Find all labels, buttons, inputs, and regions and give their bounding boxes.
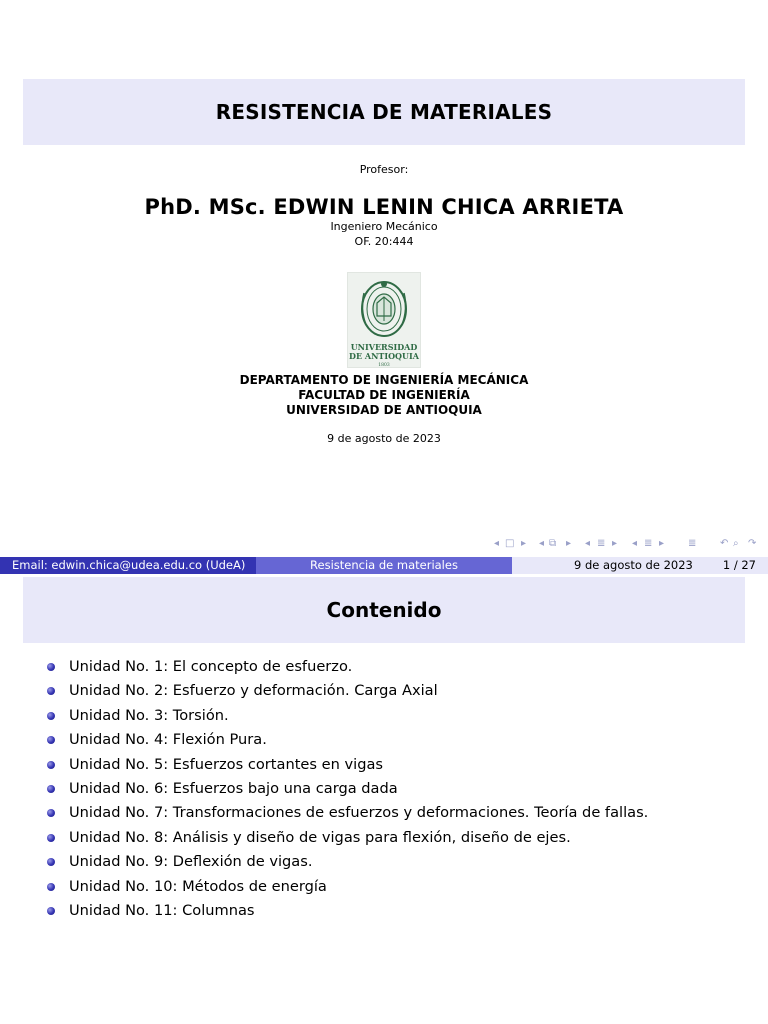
list-item	[45, 655, 745, 679]
bullet-icon	[47, 687, 55, 695]
university-seal-icon	[348, 273, 420, 367]
list-item-text: Unidad No. 10: Métodos de energía	[69, 877, 327, 895]
nav-prev-icon[interactable]: ◂	[585, 538, 591, 549]
nav-prev-icon[interactable]: ◂	[539, 538, 545, 549]
professor-role: Ingeniero Mecánico	[330, 220, 438, 233]
presentation-date: 9 de agosto de 2023	[327, 432, 441, 445]
list-item	[45, 777, 745, 801]
bullet-icon	[47, 712, 55, 720]
nav-next-icon[interactable]: ▸	[521, 538, 527, 549]
slide-title: Contenido	[23, 577, 745, 643]
list-item	[45, 801, 745, 825]
nav-section-icon[interactable]: ≣	[597, 538, 606, 549]
list-item-text: Unidad No. 8: Análisis y diseño de vigas para flexión, diseño de ejes.	[69, 828, 571, 846]
nav-align-icon[interactable]: ≣	[688, 538, 697, 549]
contents-list	[45, 655, 745, 923]
institution-block	[0, 373, 768, 418]
professor-label: Profesor:	[359, 163, 409, 176]
nav-forward-icon[interactable]: ↷	[748, 538, 757, 549]
list-item	[45, 728, 745, 752]
bullet-icon	[47, 834, 55, 842]
nav-prev-icon[interactable]: ◂	[494, 538, 500, 549]
list-item-text: Unidad No. 6: Esfuerzos bajo una carga dada	[69, 779, 398, 797]
bullet-icon	[47, 809, 55, 817]
list-item-text: Unidad No. 9: Deflexión de vigas.	[69, 853, 313, 871]
nav-subsection-icon[interactable]: ⧉	[549, 538, 557, 549]
list-item	[45, 875, 745, 899]
faculty-name: FACULTAD DE INGENIERÍA	[298, 388, 470, 402]
contents-slide	[0, 575, 768, 1024]
list-item-text: Unidad No. 7: Transformaciones de esfuerzos y deformaciones. Teoría de fallas.	[69, 804, 649, 822]
bullet-icon	[47, 785, 55, 793]
footer-author: Email: edwin.chica@udea.edu.co (UdeA)	[0, 557, 256, 574]
beamer-navigation	[0, 538, 768, 552]
university-logo	[347, 272, 421, 368]
footer-course: Resistencia de materiales	[256, 557, 512, 574]
department-name: DEPARTAMENTO DE INGENIERÍA MECÁNICA	[239, 373, 529, 387]
footer-page-number: 1 / 27	[722, 558, 756, 572]
list-item-text: Unidad No. 4: Flexión Pura.	[69, 731, 267, 749]
slide-footer	[0, 557, 768, 574]
nav-next-icon[interactable]: ▸	[659, 538, 665, 549]
list-item	[45, 826, 745, 850]
bullet-icon	[47, 883, 55, 891]
list-item-text: Unidad No. 2: Esfuerzo y deformación. Carga Axial	[69, 682, 438, 700]
bullet-icon	[47, 907, 55, 915]
list-item-text: Unidad No. 1: El concepto de esfuerzo.	[69, 658, 353, 675]
footer-date: 9 de agosto de 2023	[573, 558, 693, 572]
nav-frame-icon[interactable]: □	[505, 538, 515, 549]
list-item	[45, 850, 745, 874]
list-item-text: Unidad No. 5: Esfuerzos cortantes en vigas	[69, 755, 384, 773]
bullet-icon	[47, 736, 55, 744]
professor-name: PhD. MSc. EDWIN LENIN CHICA ARRIETA	[144, 195, 624, 219]
list-item	[45, 704, 745, 728]
logo-text-line3: 1803	[378, 363, 390, 367]
nav-back-icon[interactable]: ↶	[720, 538, 729, 549]
bullet-icon	[47, 858, 55, 866]
list-item	[45, 679, 745, 703]
logo-text-line1: UNIVERSIDAD	[350, 342, 418, 352]
nav-next-icon[interactable]: ▸	[612, 538, 618, 549]
bullet-icon	[47, 663, 55, 671]
list-item	[45, 899, 745, 923]
nav-prev-icon[interactable]: ◂	[632, 538, 638, 549]
footer-right	[512, 557, 768, 574]
list-item-text: Unidad No. 11: Columnas	[69, 901, 255, 919]
nav-next-icon[interactable]: ▸	[566, 538, 572, 549]
list-item-text: Unidad No. 3: Torsión.	[69, 706, 229, 724]
list-item	[45, 753, 745, 777]
bullet-icon	[47, 761, 55, 769]
nav-search-icon[interactable]: ⌕	[733, 538, 739, 549]
slide-title: RESISTENCIA DE MATERIALES	[23, 79, 745, 145]
professor-office: OF. 20:444	[354, 235, 414, 248]
university-name: UNIVERSIDAD DE ANTIOQUIA	[286, 403, 482, 417]
nav-doc-icon[interactable]: ≣	[644, 538, 653, 549]
logo-text-line2: DE ANTIOQUIA	[349, 351, 419, 361]
